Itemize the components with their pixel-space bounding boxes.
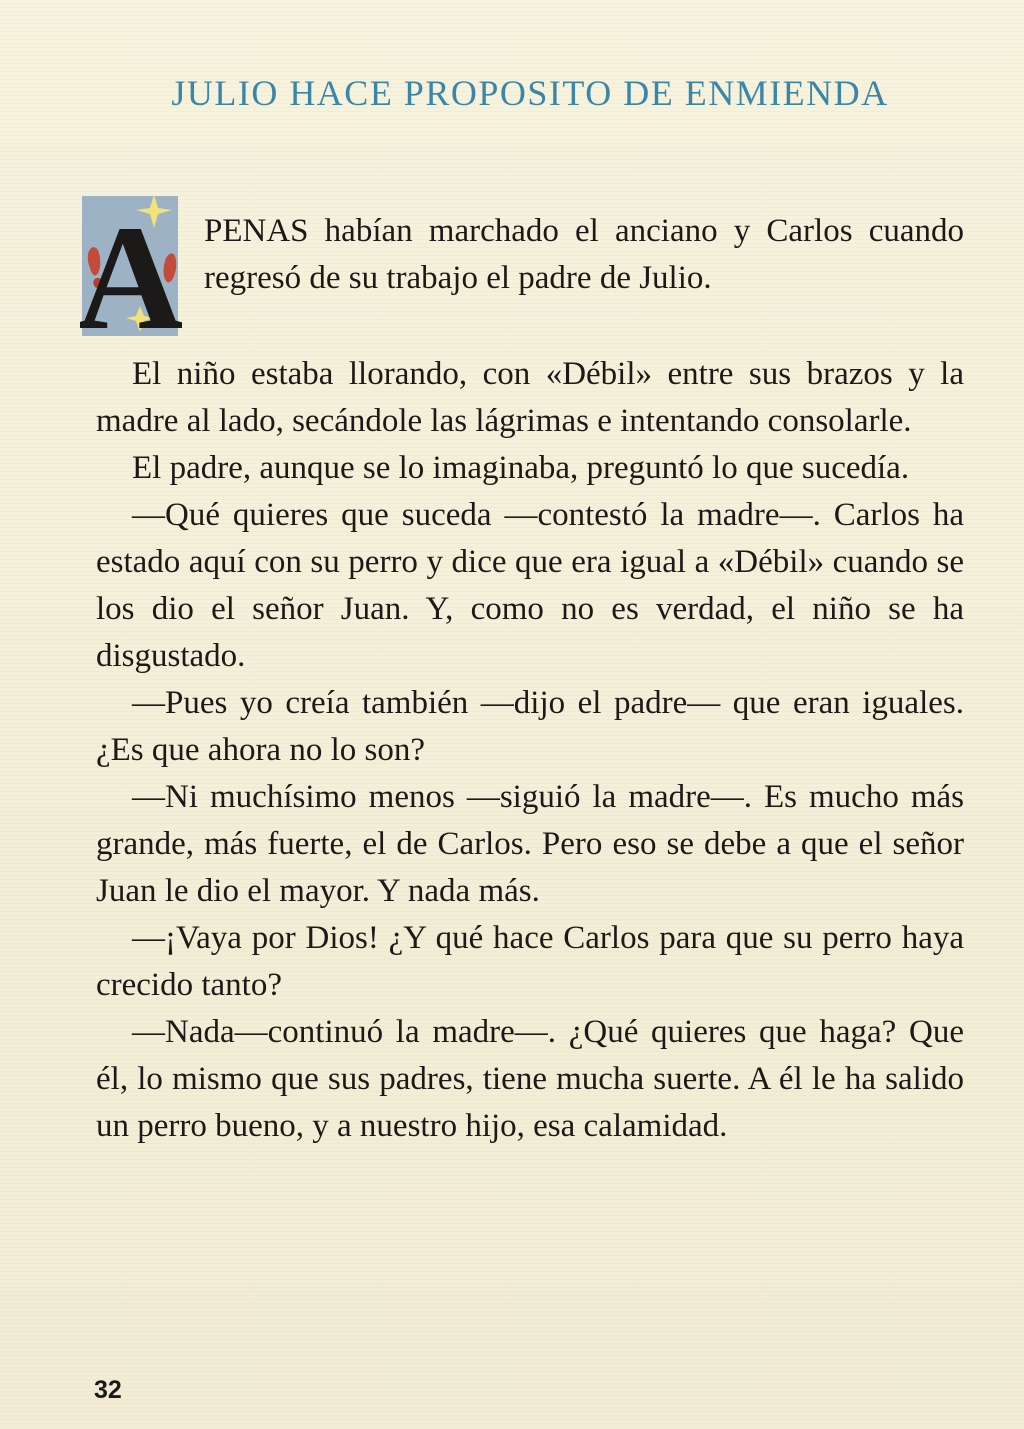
paragraph: —Ni muchísimo menos —siguió la madre—. Es mucho más grande, más fuerte, el de Carlos. Pero eso se debe a que el señor Juan le dio el mayor. Y nada más.	[96, 779, 964, 909]
paragraph: —Pues yo creía también —dijo el padre— que eran iguales. ¿Es que ahora no lo son?	[96, 685, 964, 768]
paragraph: —¡Vaya por Dios! ¿Y qué hace Carlos para que su perro haya crecido tanto?	[96, 920, 964, 1003]
body-text	[96, 351, 964, 1150]
paragraph: —Qué quieres que suceda —contestó la madre—. Carlos ha estado aquí con su perro y dice que era igual a «Débil» cuando se los dio el señor Juan. Y, como no es verdad, el niño se ha disgustado.	[96, 497, 964, 674]
initial-letter: A	[80, 195, 182, 340]
decorated-initial-illustration	[80, 188, 182, 340]
paragraph: —Nada—continuó la madre—. ¿Qué quieres que haga? Que él, lo mismo que sus padres, tiene mucha suerte. A él le ha salido un perro bueno, y a nuestro hijo, esa calamidad.	[96, 1014, 964, 1144]
page-number: 32	[94, 1376, 122, 1404]
first-paragraph: PENAS habían marchado el anciano y Carlos cuando regresó de su trabajo el padre de Julio.	[204, 213, 964, 296]
paragraph: El niño estaba llorando, con «Débil» entre sus brazos y la madre al lado, secándole las lágrimas e intentando consolarle.	[96, 356, 964, 439]
decorated-initial	[80, 188, 182, 340]
paragraph: El padre, aunque se lo imaginaba, preguntó lo que sucedía.	[132, 450, 910, 486]
chapter-title: JULIO HACE PROPOSITO DE ENMIENDA	[171, 73, 889, 113]
